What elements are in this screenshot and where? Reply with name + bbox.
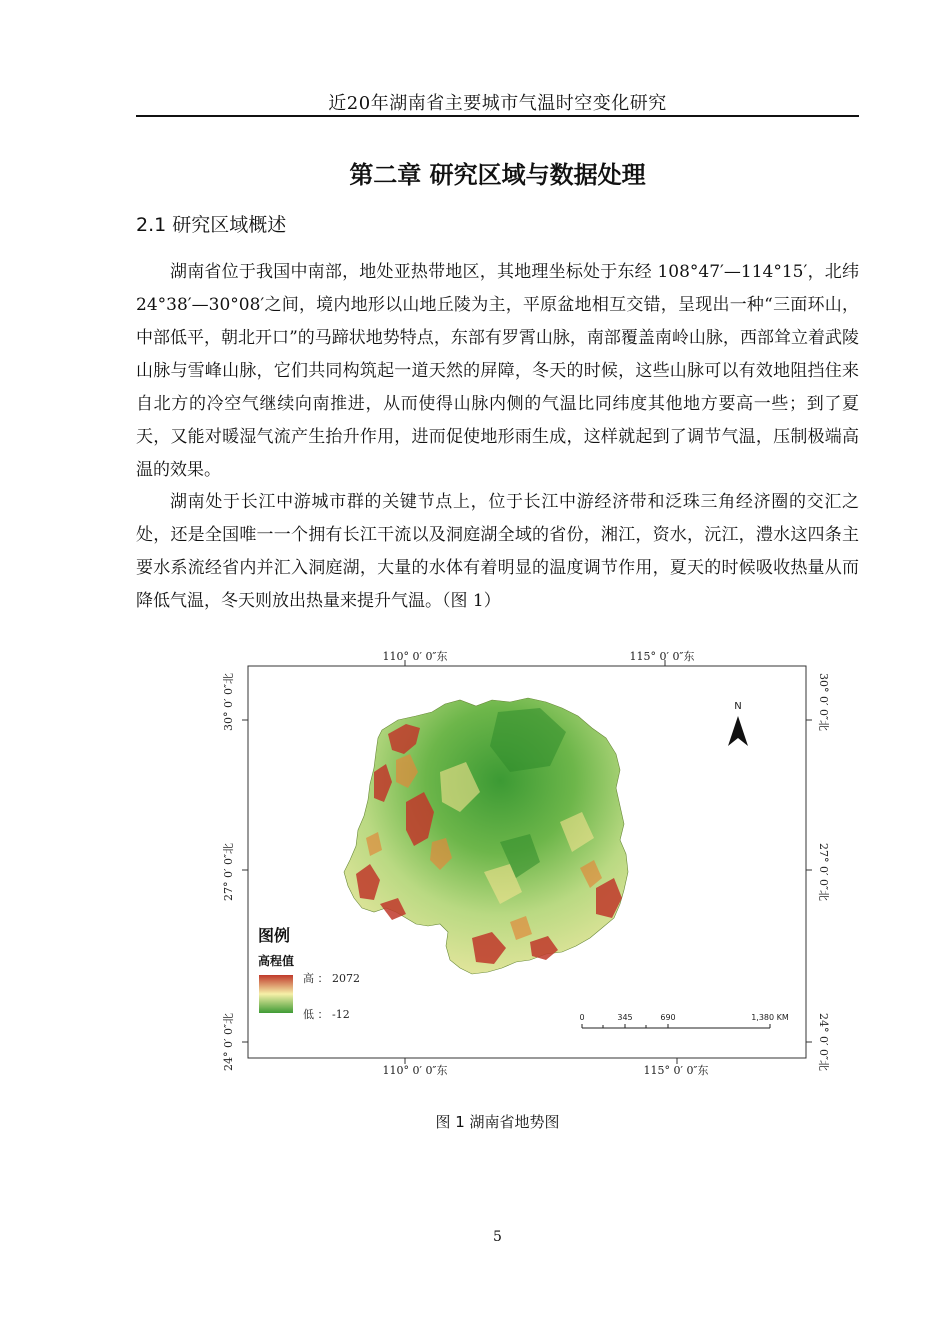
right-label-24: 24° 0′ 0″北: [817, 1012, 830, 1072]
section-heading: 2.1 研究区域概述: [136, 214, 287, 236]
page-number: 5: [493, 1229, 502, 1245]
left-label-30: 30° 0′ 0″北: [222, 672, 235, 732]
scale-tick-690: 690: [660, 1013, 676, 1022]
legend-high-label: 高 ： 2072: [303, 972, 360, 985]
running-header: 近20年湖南省主要城市气温时空变化研究: [328, 93, 667, 114]
paragraph-2: 湖南处于长江中游城市群的关键节点上，位于长江中游经济带和泛珠三角经济圈的交汇之处，还是全国唯一一个拥有长江干流以及洞庭湖全域的省份，湘江，资水，沅江，澧水这四条主要水系流经省内并汇入洞庭湖，大量的水体有着明显的温度调节作用，夏天的时候吸收热量从而降低气温，冬天则放出热量来提升气温。（图 1）: [136, 492, 859, 611]
scale-tick-1380: 1,380 KM: [751, 1013, 789, 1022]
legend-color-ramp: [259, 975, 293, 1013]
chapter-title: 第二章 研究区域与数据处理: [349, 161, 646, 189]
top-label-115: 115° 0′ 0″东: [629, 650, 695, 663]
top-label-110: 110° 0′ 0″东: [382, 650, 448, 663]
legend-title: 图例: [258, 926, 291, 945]
paragraph-1: 湖南省位于我国中南部，地处亚热带地区，其地理坐标处于东经 108°47′—114°15′，北纬 24°38′—30°08′之间，境内地形以山地丘陵为主，平原盆地相互交错，呈现出一种“三面环山，中部低平，朝北开口”的马蹄状地势特点，东部有罗霄山脉，南部覆盖南岭山脉，西部耸立着武陵山脉与雪峰山脉，它们共同构筑起一道天然的屏障，冬天的时候，这些山脉可以有效地阻挡住来自北方的冷空气继续向南推进，从而使得山脉内侧的气温比同纬度其他地方要高一些；到了夏天，又能对暖湿气流产生抬升作用，进而促使地形雨生成，这样就起到了调节气温，压制极端高温的效果。: [136, 262, 859, 480]
scale-tick-0: 0: [579, 1013, 585, 1022]
header-rule: [136, 115, 859, 117]
left-label-24: 24° 0′ 0″北: [222, 1012, 235, 1072]
hunan-terrain-map: [210, 642, 830, 1082]
right-label-27: 27° 0′ 0″北: [817, 842, 830, 902]
bottom-label-110: 110° 0′ 0″东: [382, 1064, 448, 1077]
legend-low-label: 低 ： -12: [303, 1008, 350, 1021]
figure-caption: 图 1 湖南省地势图: [435, 1113, 560, 1131]
scale-tick-345: 345: [617, 1013, 633, 1022]
right-label-30: 30° 0′ 0″北: [817, 672, 830, 732]
left-label-27: 27° 0′ 0″北: [222, 842, 235, 902]
legend-subtitle: 高程值: [258, 954, 295, 968]
bottom-label-115: 115° 0′ 0″东: [643, 1064, 709, 1077]
svg-text:N: N: [734, 701, 742, 712]
